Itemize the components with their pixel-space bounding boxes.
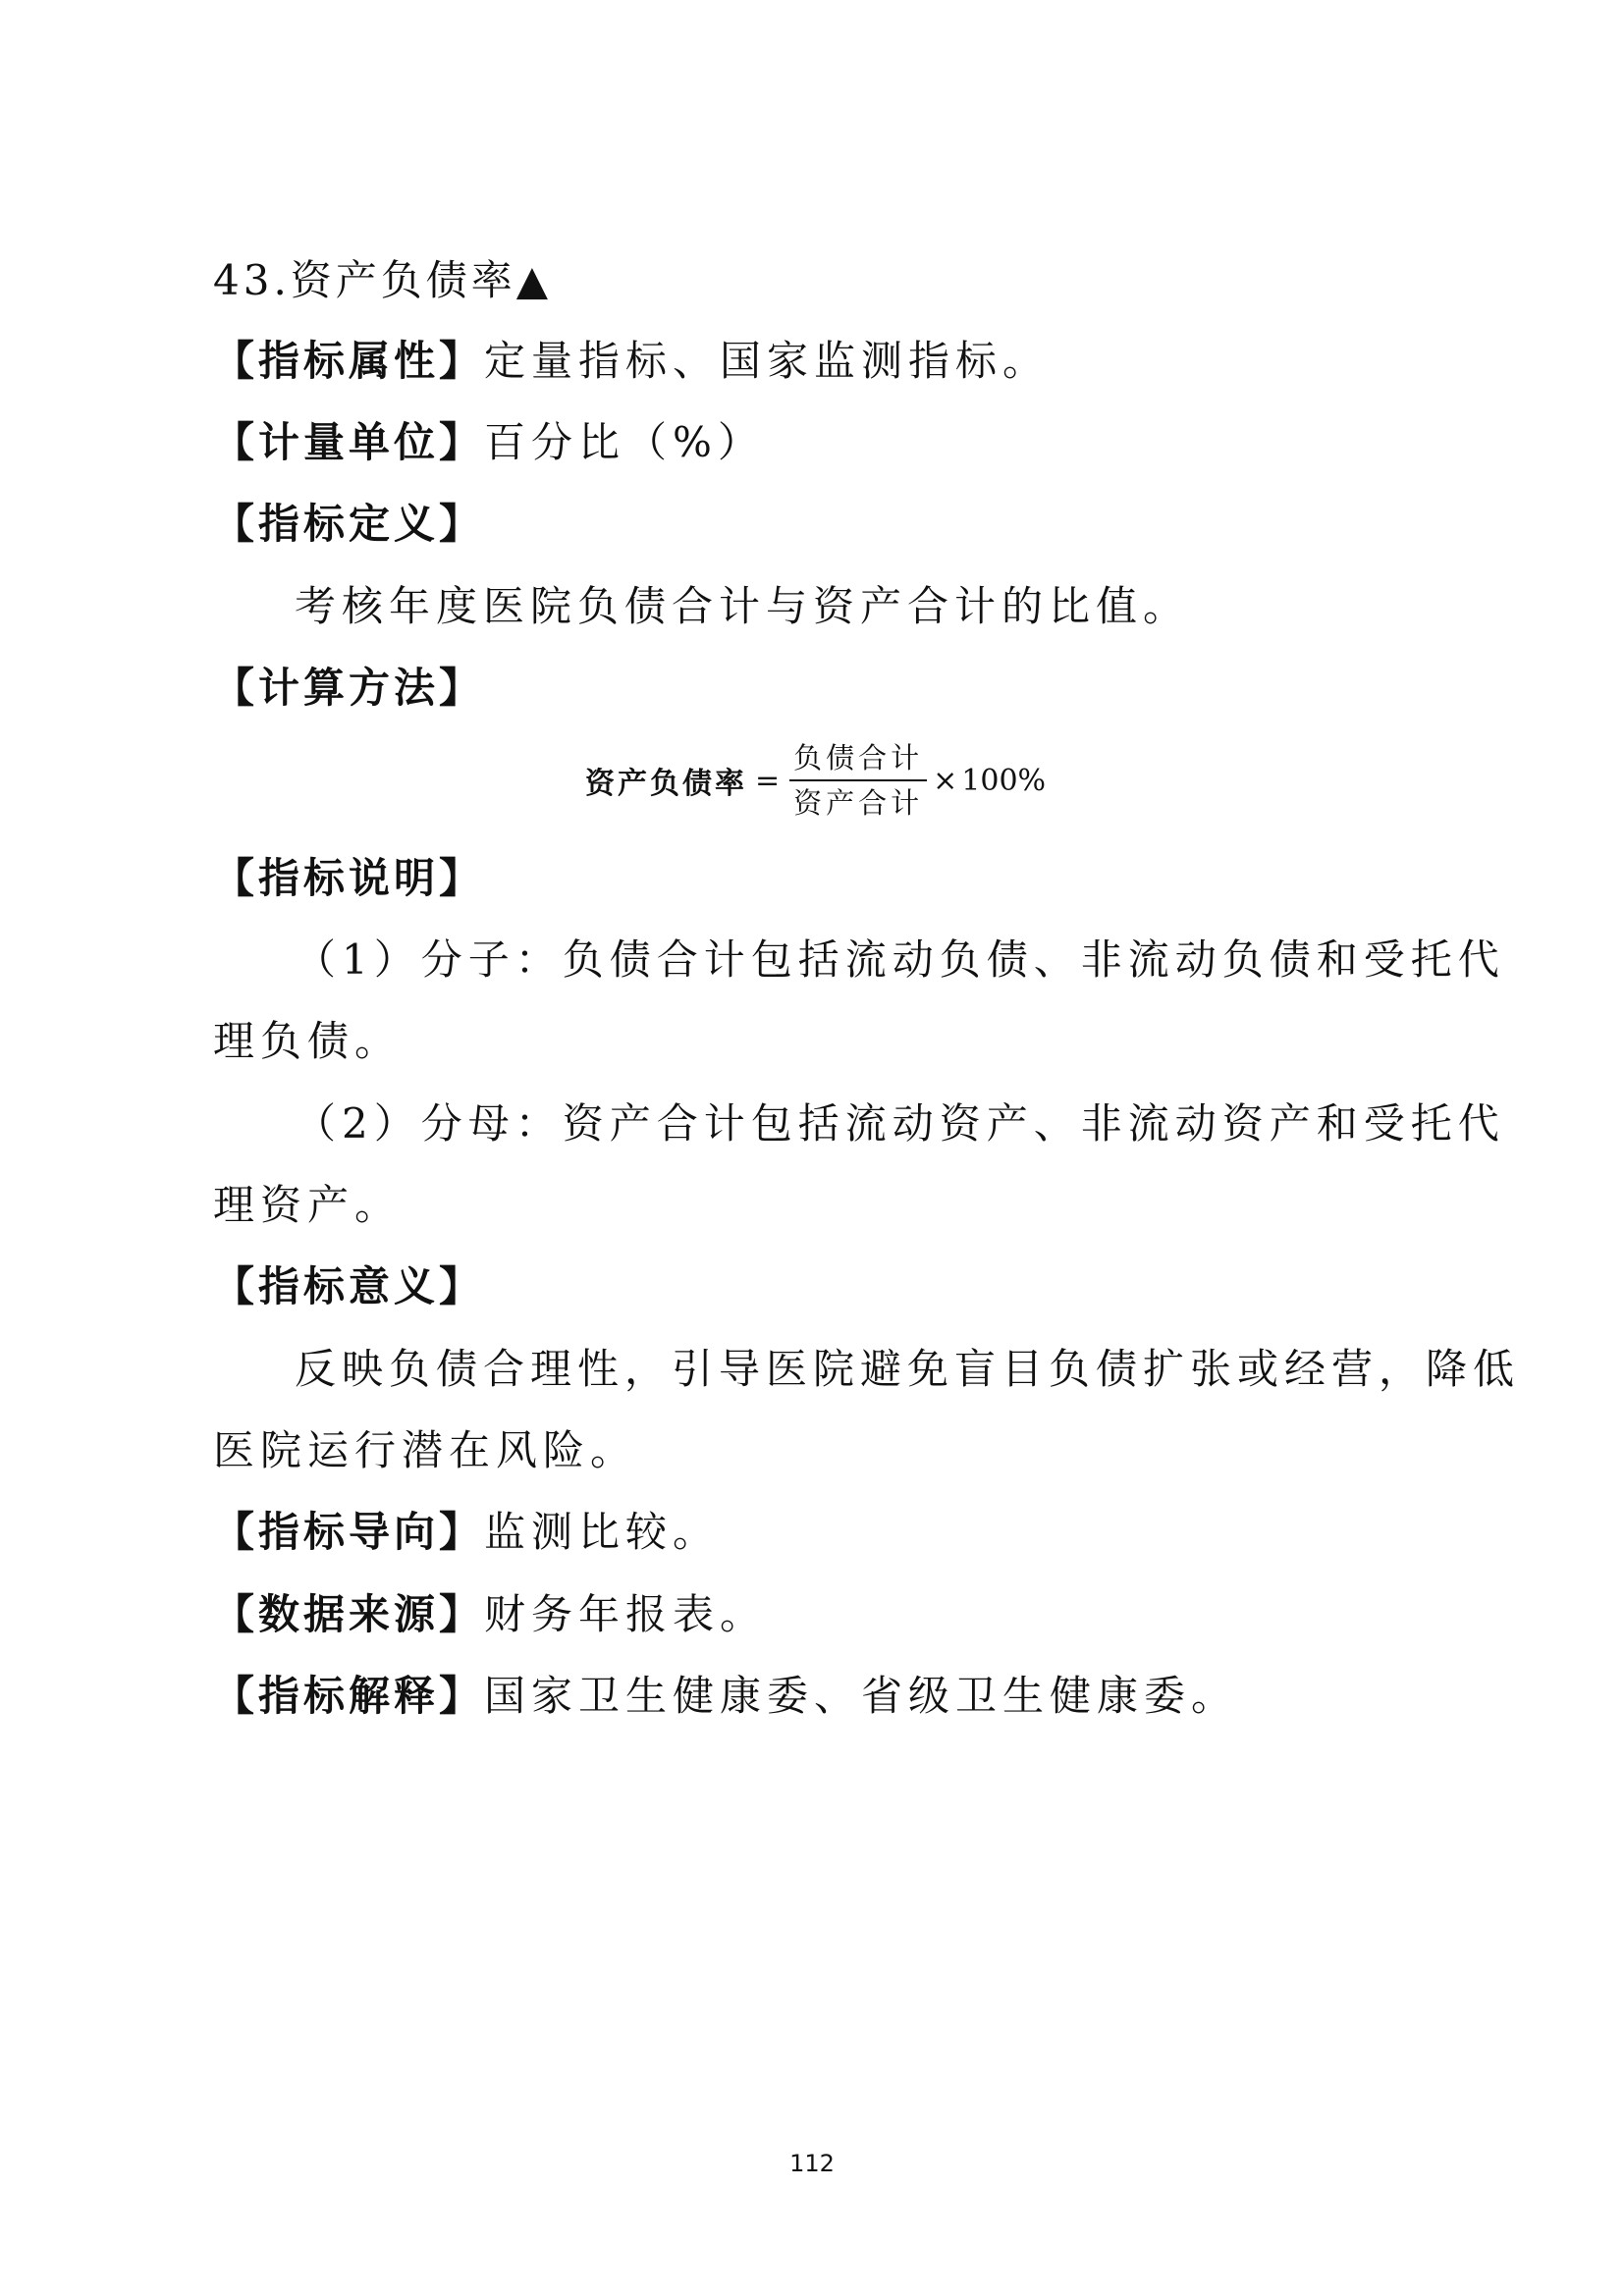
description-heading-row (213, 851, 1421, 906)
interpretation-row (213, 1669, 1421, 1724)
unit-label: 【计量单位】 (213, 418, 485, 466)
definition-text: 考核年度医院负债合计与资产合计的比值。 (295, 582, 1191, 630)
meaning-line-2: 医院运行潜在风险。 (213, 1426, 638, 1474)
unit-value: 百分比（%） (484, 418, 765, 466)
indicator-heading: 43.资产负债率▲ (213, 256, 553, 304)
unit-row (213, 415, 1421, 470)
direction-label: 【指标导向】 (213, 1508, 485, 1556)
source-row (213, 1587, 1421, 1642)
formula-denominator: 资产合计 (793, 786, 924, 820)
fraction-bar (789, 779, 927, 781)
description-item-1-line-2: 理负债。 (213, 1017, 403, 1065)
direction-value: 监测比较。 (484, 1508, 721, 1556)
formula-equals: = (755, 763, 781, 798)
interpretation-value: 国家卫生健康委、省级卫生健康委。 (484, 1672, 1239, 1720)
attribute-value: 定量指标、国家监测指标。 (484, 337, 1051, 385)
calculation-formula (585, 731, 1046, 829)
meaning-line-1: 反映负债合理性，引导医院避免盲目负债扩张或经营，降低 (295, 1345, 1521, 1393)
formula-factor: 100% (961, 763, 1047, 798)
interpretation-label: 【指标解释】 (213, 1672, 485, 1720)
calculation-label: 【计算方法】 (213, 664, 485, 712)
description-item-2-line-1: （2）分母：资产合计包括流动资产、非流动资产和受托代 (295, 1099, 1505, 1148)
formula-times: × (933, 763, 958, 798)
definition-heading-row (213, 497, 1421, 552)
formula-numerator: 负债合计 (793, 741, 924, 774)
definition-label: 【指标定义】 (213, 500, 485, 548)
meaning-heading-row (213, 1259, 1421, 1314)
description-label: 【指标说明】 (213, 854, 485, 902)
formula-lhs: 资产负债率 (585, 767, 747, 801)
page-number: 112 (789, 2150, 835, 2177)
description-item-1-line-1: （1）分子：负债合计包括流动负债、非流动负债和受托代 (295, 935, 1505, 984)
source-label: 【数据来源】 (213, 1590, 485, 1638)
source-value: 财务年报表。 (484, 1590, 768, 1638)
attribute-label: 【指标属性】 (213, 337, 485, 385)
meaning-label: 【指标意义】 (213, 1262, 485, 1310)
formula-fraction (789, 738, 927, 823)
description-item-2-line-2: 理资产。 (213, 1181, 403, 1229)
direction-row (213, 1505, 1421, 1560)
indicator-attribute-row (213, 334, 1421, 389)
calculation-heading-row (213, 661, 1421, 716)
